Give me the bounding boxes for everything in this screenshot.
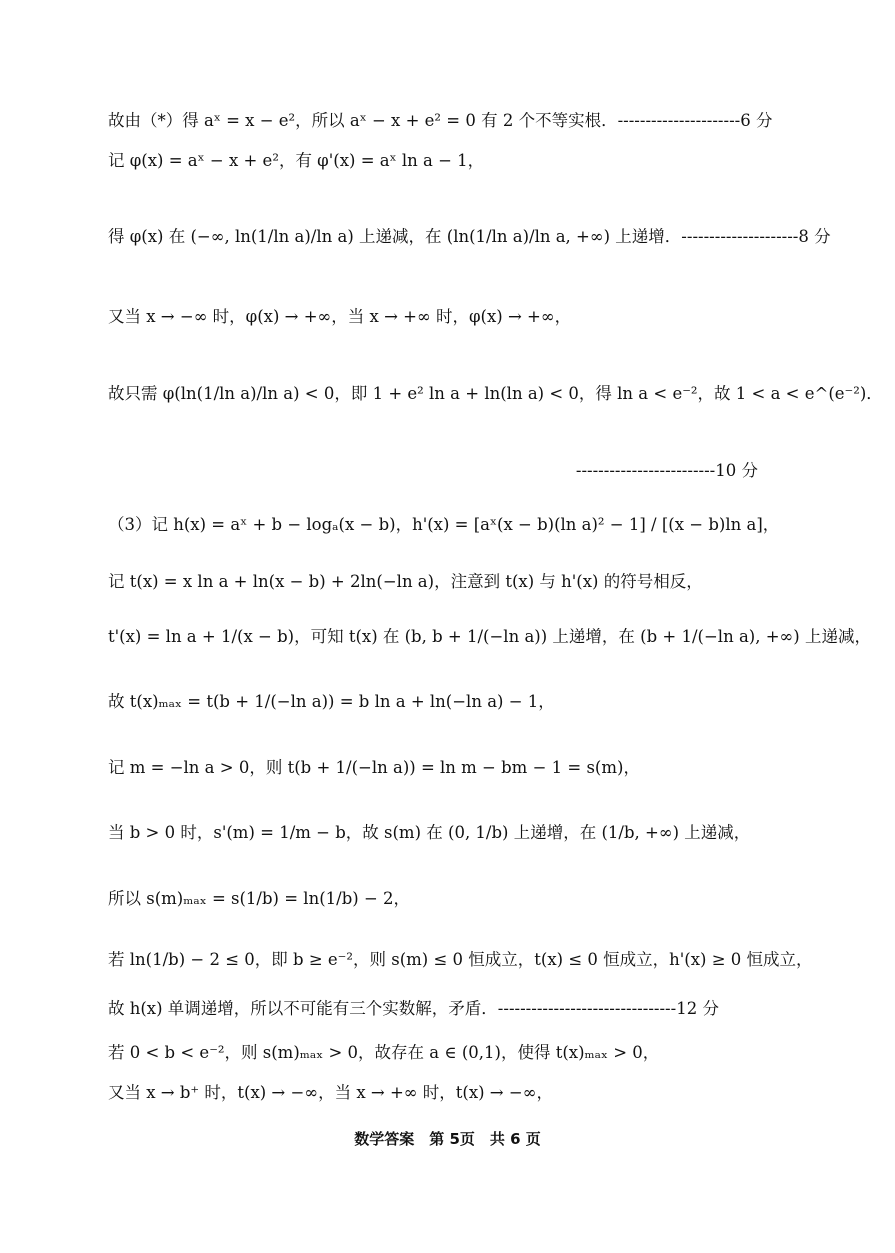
solution-line-8: t'(x) = ln a + 1/(x − b)，可知 t(x) 在 (b, b + 1/(−ln a)) 上递增，在 (b + 1/(−ln a), +∞) 上递减， xyxy=(108,627,871,646)
solution-line-5: 故只需 φ(ln(1/ln a)/ln a) < 0，即 1 + e² ln a + ln(ln a) < 0，得 ln a < e⁻²，故 1 < a < e^(e⁻²)． xyxy=(108,384,883,403)
solution-line-2: 记 φ(x) = aˣ − x + e²，有 φ'(x) = aˣ ln a − 1， xyxy=(108,151,485,170)
solution-line-15: 若 0 < b < e⁻²，则 s(m)ₘₐₓ > 0，故存在 a ∈ (0,1)，使得 t(x)ₘₐₓ > 0， xyxy=(108,1043,660,1062)
solution-line-part3: （3）记 h(x) = aˣ + b − logₐ(x − b)，h'(x) = [aˣ(x − b)(ln a)² − 1] / [(x − b)ln a]， xyxy=(108,515,780,534)
solution-line-16: 又当 x → b⁺ 时，t(x) → −∞，当 x → +∞ 时，t(x) → −∞， xyxy=(108,1083,553,1102)
solution-line-9: 故 t(x)ₘₐₓ = t(b + 1/(−ln a)) = b ln a + ln(−ln a) − 1， xyxy=(108,692,555,711)
solution-line-13: 若 ln(1/b) − 2 ≤ 0，即 b ≥ e⁻²，则 s(m) ≤ 0 恒成立，t(x) ≤ 0 恒成立，h'(x) ≥ 0 恒成立， xyxy=(108,950,813,969)
solution-line-11: 当 b > 0 时，s'(m) = 1/m − b，故 s(m) 在 (0, 1/b) 上递增，在 (1/b, +∞) 上递减， xyxy=(108,823,751,842)
solution-line-12: 所以 s(m)ₘₐₓ = s(1/b) = ln(1/b) − 2， xyxy=(108,889,411,908)
solution-line-4: 又当 x → −∞ 时，φ(x) → +∞，当 x → +∞ 时，φ(x) → +∞， xyxy=(108,307,572,326)
page-footer: 数学答案 第 5页 共 6 页 xyxy=(354,1130,541,1148)
solution-line-3: 得 φ(x) 在 (−∞, ln(1/ln a)/ln a) 上递减，在 (ln(1/ln a)/ln a, +∞) 上递增．---------------------8 分 xyxy=(108,227,831,246)
solution-line-7: 记 t(x) = x ln a + ln(x − b) + 2ln(−ln a)，注意到 t(x) 与 h'(x) 的符号相反， xyxy=(108,572,703,591)
solution-line-14: 故 h(x) 单调递增，所以不可能有三个实数解，矛盾．--------------------------------12 分 xyxy=(108,999,719,1018)
solution-line-1: 故由（*）得 aˣ = x − e²，所以 aˣ − x + e² = 0 有 2 个不等实根．----------------------6 分 xyxy=(108,111,773,130)
score-marker-10: -------------------------10 分 xyxy=(575,461,758,480)
solution-line-10: 记 m = −ln a > 0，则 t(b + 1/(−ln a)) = ln m − bm − 1 = s(m)， xyxy=(108,758,640,777)
